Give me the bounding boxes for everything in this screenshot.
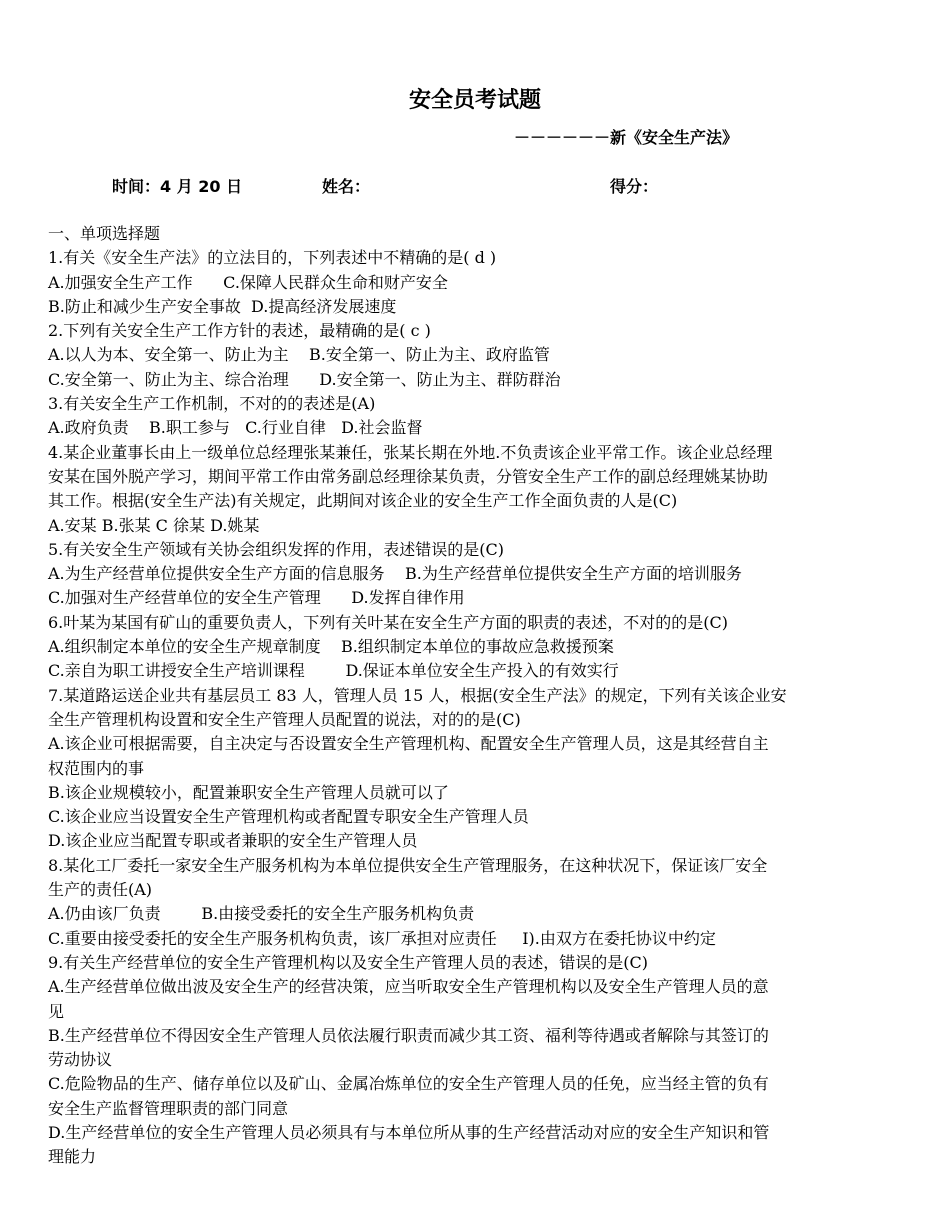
text-line: 全生产管理机构设置和安全生产管理人员配置的说法，对的的是(C) bbox=[48, 709, 521, 729]
text-line: C.危险物品的生产、储存单位以及矿山、金属冶炼单位的安全生产管理人员的任免，应当经主管的负有 bbox=[48, 1074, 769, 1094]
text-line: A.加强安全生产工作 C.保障人民群众生命和财产安全 bbox=[48, 272, 448, 292]
text-line: A.该企业可根据需要，自主决定与否设置安全生产管理机构、配置安全生产管理人员，这是其经营自主 bbox=[48, 734, 769, 754]
text-line: A.安某 B.张某 C 徐某 D.姚某 bbox=[48, 515, 260, 535]
text-line: C.安全第一、防止为主、综合治理 D.安全第一、防止为主、群防群治 bbox=[48, 369, 561, 389]
name-field: 姓名： bbox=[322, 177, 371, 196]
text-line: 安某在国外脱产学习，期间平常工作由常务副总经理徐某负责，分管安全生产工作的副总经理姚某协助 bbox=[48, 466, 769, 486]
text-line: 7.某道路运送企业共有基层员工 83 人，管理人员 15 人，根据(安全生产法》的规定，下列有关该企业安 bbox=[48, 685, 787, 705]
score-field: 得分： bbox=[610, 177, 659, 196]
text-line: C.该企业应当设置安全生产管理机构或者配置专职安全生产管理人员 bbox=[48, 807, 529, 827]
text-line: C.重要由接受委托的安全生产服务机构负责，该厂承担对应责任 I).由双方在委托协议中约定 bbox=[48, 928, 716, 948]
text-line: 安全生产监督管理职责的部门同意 bbox=[48, 1098, 289, 1118]
text-line: A.为生产经营单位提供安全生产方面的信息服务 B.为生产经营单位提供安全生产方面的培训服务 bbox=[48, 564, 742, 584]
text-line: C.加强对生产经营单位的安全生产管理 D.发挥自律作用 bbox=[48, 588, 465, 608]
text-line: A.组织制定本单位的安全生产规章制度 B.组织制定本单位的事故应急救援预案 bbox=[48, 637, 614, 657]
text-line: B.防止和减少生产安全事故 D.提高经济发展速度 bbox=[48, 296, 397, 316]
text-line: 8.某化工厂委托一家安全生产服务机构为本单位提供安全生产管理服务，在这种状况下，保证该厂安全 bbox=[48, 855, 768, 875]
text-line: 见 bbox=[48, 1001, 65, 1021]
text-line: 5.有关安全生产领域有关协会组织发挥的作用，表述错误的是(C) bbox=[48, 539, 504, 559]
text-line: 6.叶某为某国有矿山的重要负责人，下列有关叶某在安全生产方面的职责的表述，不对的的是(C) bbox=[48, 612, 728, 632]
text-line: 劳动协议 bbox=[48, 1050, 113, 1070]
text-line: 权范围内的事 bbox=[48, 758, 145, 778]
document-title: 安全员考试题 bbox=[408, 88, 541, 113]
document-subtitle: －－－－－－新《安全生产法》 bbox=[514, 128, 739, 147]
text-line: D.生产经营单位的安全生产管理人员必须具有与本单位所从事的生产经营活动对应的安全生产知识和管 bbox=[48, 1122, 770, 1142]
text-line: C.亲自为职工讲授安全生产培训课程 D.保证本单位安全生产投入的有效实行 bbox=[48, 661, 619, 681]
text-line: 生产的责任(A) bbox=[48, 880, 153, 900]
text-line: A.生产经营单位做出波及安全生产的经营决策，应当听取安全生产管理机构以及安全生产管理人员的意 bbox=[48, 977, 769, 997]
text-line: D.该企业应当配置专职或者兼职的安全生产管理人员 bbox=[48, 831, 418, 851]
text-line: 1.有关《安全生产法》的立法目的，下列表述中不精确的是( d ) bbox=[48, 248, 497, 268]
text-line: 3.有关安全生产工作机制，不对的的表述是(A) bbox=[48, 394, 376, 414]
text-line: 一、单项选择题 bbox=[48, 224, 161, 243]
text-line: 其工作。根据(安全生产法)有关规定，此期间对该企业的安全生产工作全面负责的人是(C) bbox=[48, 491, 678, 511]
question-body bbox=[48, 222, 898, 1170]
text-line: A.以人为本、安全第一、防止为主 B.安全第一、防止为主、政府监管 bbox=[48, 345, 550, 365]
text-line: A.仍由该厂负责 B.由接受委托的安全生产服务机构负责 bbox=[48, 904, 475, 924]
text-line: B.生产经营单位不得因安全生产管理人员依法履行职责而减少其工资、福利等待遇或者解除与其签订的 bbox=[48, 1025, 769, 1045]
text-line: 2.下列有关安全生产工作方针的表述，最精确的是( c ) bbox=[48, 321, 431, 341]
text-line: B.该企业规模较小，配置兼职安全生产管理人员就可以了 bbox=[48, 782, 449, 802]
time-field: 时间：4 月 20 日 bbox=[112, 177, 243, 196]
text-line: 理能力 bbox=[48, 1147, 97, 1167]
text-line: 4.某企业董事长由上一级单位总经理张某兼任，张某长期在外地.不负责该企业平常工作。该企业总经理 bbox=[48, 442, 773, 462]
text-line: A.政府负责 B.职工参与 C.行业自律 D.社会监督 bbox=[48, 418, 423, 438]
text-line: 9.有关生产经营单位的安全生产管理机构以及安全生产管理人员的表述，错误的是(C) bbox=[48, 952, 648, 972]
